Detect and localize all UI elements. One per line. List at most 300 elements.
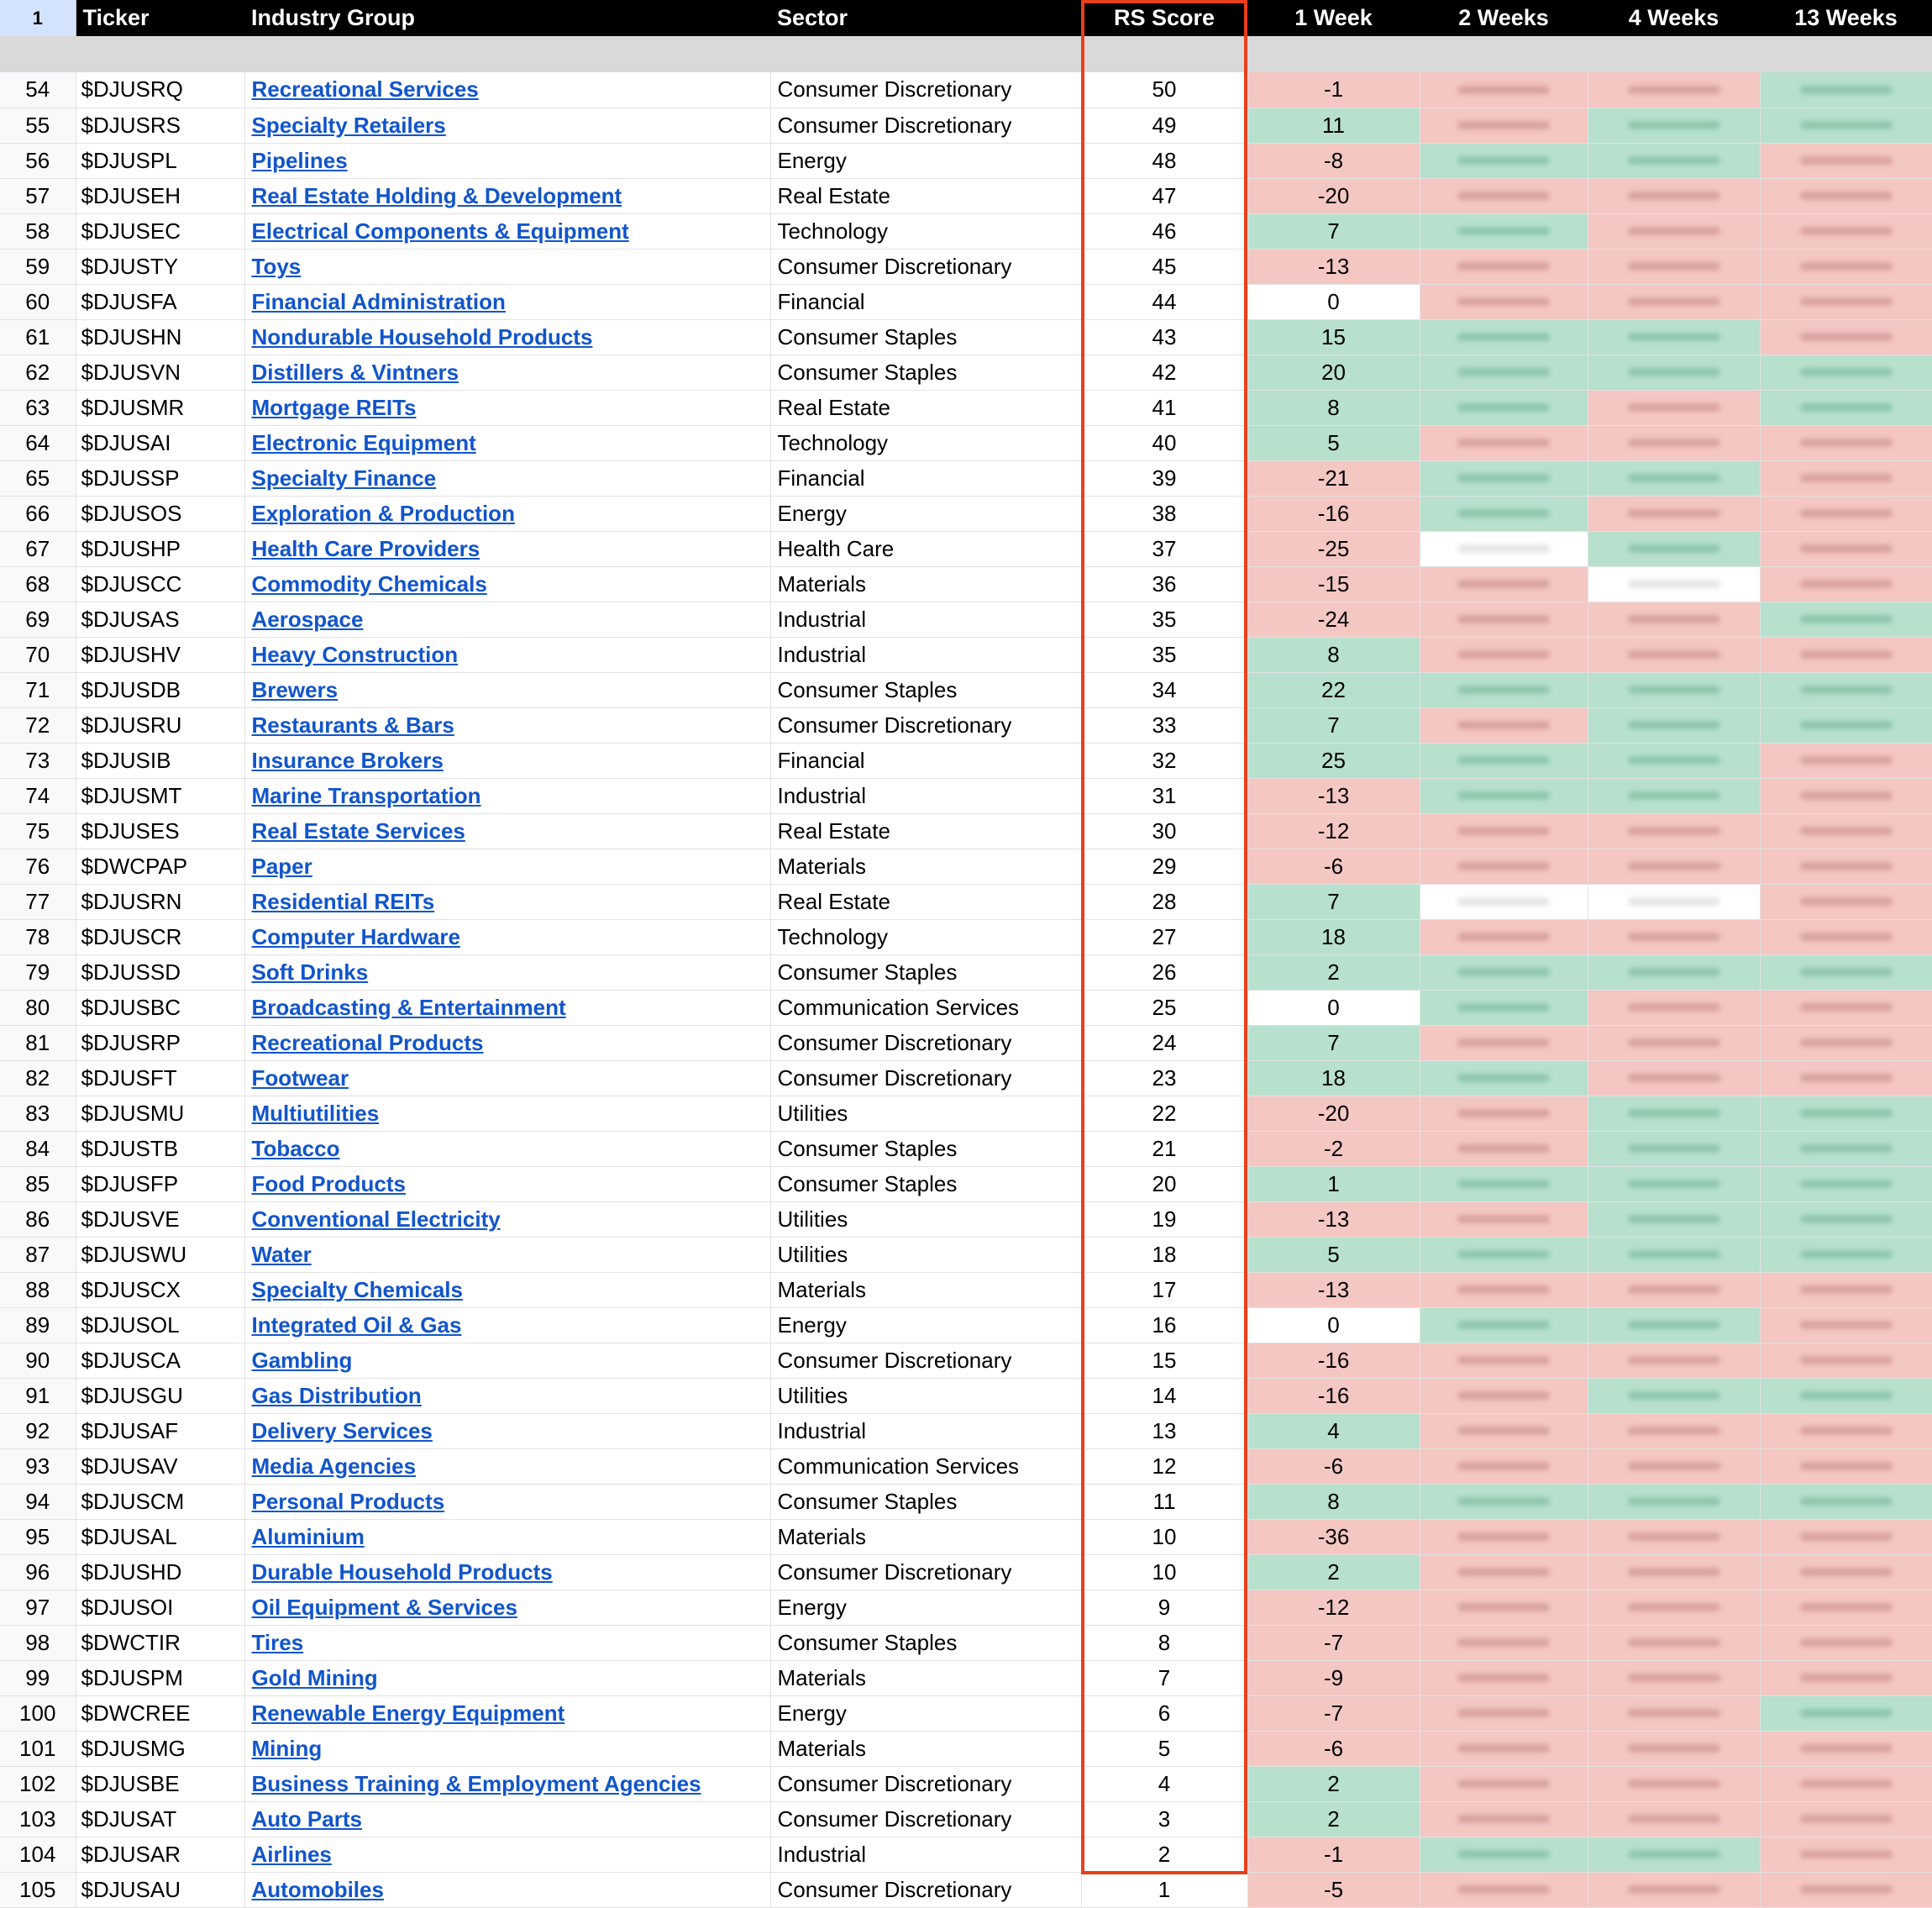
week-2-change-cell-obscured[interactable]: [1420, 602, 1588, 637]
sector-cell[interactable]: Financial: [770, 460, 1081, 496]
rs-score-cell[interactable]: 6: [1081, 1695, 1247, 1731]
row-number[interactable]: 84: [0, 1131, 76, 1166]
week-2-change-cell-obscured[interactable]: [1420, 1519, 1588, 1554]
ticker-cell[interactable]: $DJUSAL: [76, 1519, 244, 1554]
week-2-change-cell-obscured[interactable]: [1420, 954, 1588, 990]
week-13-change-cell-obscured[interactable]: [1760, 990, 1932, 1025]
ticker-cell[interactable]: $DWCPAP: [76, 849, 244, 884]
table-row[interactable]: [0, 1837, 1932, 1872]
table-row[interactable]: [0, 1378, 1932, 1413]
week-2-change-cell-obscured[interactable]: [1420, 990, 1588, 1025]
column-header-2-weeks[interactable]: 2 Weeks: [1420, 0, 1588, 36]
row-number[interactable]: 54: [0, 72, 76, 108]
sector-cell[interactable]: Utilities: [770, 1201, 1081, 1237]
ticker-cell[interactable]: $DJUSHN: [76, 319, 244, 355]
week-1-change-cell[interactable]: -6: [1247, 1448, 1420, 1484]
row-number[interactable]: 98: [0, 1625, 76, 1660]
table-row[interactable]: [0, 637, 1932, 672]
ticker-cell[interactable]: $DJUSMR: [76, 390, 244, 425]
table-row[interactable]: [0, 1343, 1932, 1378]
ticker-cell[interactable]: $DWCREE: [76, 1695, 244, 1731]
row-number[interactable]: 74: [0, 778, 76, 813]
industry-group-link[interactable]: Specialty Chemicals: [251, 1276, 463, 1302]
week-2-change-cell-obscured[interactable]: [1420, 1590, 1588, 1625]
industry-group-link[interactable]: Insurance Brokers: [251, 747, 444, 773]
sector-cell[interactable]: Communication Services: [770, 990, 1081, 1025]
row-number[interactable]: 62: [0, 355, 76, 390]
week-1-change-cell[interactable]: 7: [1247, 707, 1420, 743]
sector-cell[interactable]: Technology: [770, 425, 1081, 460]
week-4-change-cell-obscured[interactable]: [1588, 707, 1760, 743]
table-row[interactable]: [0, 355, 1932, 390]
industry-group-link[interactable]: Footwear: [251, 1064, 349, 1091]
week-2-change-cell-obscured[interactable]: [1420, 1237, 1588, 1272]
week-1-change-cell[interactable]: 18: [1247, 919, 1420, 954]
ticker-cell[interactable]: $DJUSOS: [76, 496, 244, 531]
sector-cell[interactable]: Industrial: [770, 602, 1081, 637]
ticker-cell[interactable]: $DJUSHD: [76, 1554, 244, 1590]
rs-score-cell[interactable]: 22: [1081, 1096, 1247, 1131]
week-4-change-cell-obscured[interactable]: [1588, 1025, 1760, 1060]
industry-group-link[interactable]: Mining: [251, 1735, 323, 1761]
industry-group-link[interactable]: Toys: [251, 253, 302, 279]
table-row[interactable]: [0, 496, 1932, 531]
industry-group-link[interactable]: Distillers & Vintners: [251, 359, 459, 385]
week-13-change-cell-obscured[interactable]: [1760, 355, 1932, 390]
week-4-change-cell-obscured[interactable]: [1588, 990, 1760, 1025]
industry-group-link[interactable]: Delivery Services: [251, 1417, 433, 1443]
rs-score-cell[interactable]: 11: [1081, 1484, 1247, 1519]
sector-cell[interactable]: Consumer Discretionary: [770, 1025, 1081, 1060]
week-2-change-cell-obscured[interactable]: [1420, 1554, 1588, 1590]
sector-cell[interactable]: Consumer Discretionary: [770, 1801, 1081, 1837]
sector-cell[interactable]: Energy: [770, 1307, 1081, 1343]
column-header-1-week[interactable]: 1 Week: [1247, 0, 1420, 36]
week-1-change-cell[interactable]: -36: [1247, 1519, 1420, 1554]
sector-cell[interactable]: Materials: [770, 849, 1081, 884]
industry-group-link[interactable]: Durable Household Products: [251, 1558, 553, 1585]
ticker-cell[interactable]: $DJUSRS: [76, 108, 244, 143]
ticker-cell[interactable]: $DJUSEC: [76, 213, 244, 249]
week-13-change-cell-obscured[interactable]: [1760, 1201, 1932, 1237]
industry-group-link[interactable]: Recreational Products: [251, 1029, 484, 1055]
row-number[interactable]: 56: [0, 143, 76, 178]
ticker-cell[interactable]: $DJUSES: [76, 813, 244, 849]
rs-score-cell[interactable]: 19: [1081, 1201, 1247, 1237]
week-1-change-cell[interactable]: -20: [1247, 1096, 1420, 1131]
row-number[interactable]: 57: [0, 178, 76, 213]
industry-group-link[interactable]: Media Agencies: [251, 1453, 417, 1479]
rs-score-cell[interactable]: 5: [1081, 1731, 1247, 1766]
week-13-change-cell-obscured[interactable]: [1760, 213, 1932, 249]
ticker-cell[interactable]: $DJUSCC: [76, 566, 244, 602]
week-1-change-cell[interactable]: 22: [1247, 672, 1420, 707]
ticker-cell[interactable]: $DJUSHP: [76, 531, 244, 566]
week-2-change-cell-obscured[interactable]: [1420, 1766, 1588, 1801]
week-4-change-cell-obscured[interactable]: [1588, 390, 1760, 425]
week-4-change-cell-obscured[interactable]: [1588, 1766, 1760, 1801]
industry-group-link[interactable]: Recreational Services: [251, 76, 479, 102]
week-4-change-cell-obscured[interactable]: [1588, 1060, 1760, 1096]
rs-score-cell[interactable]: 50: [1081, 72, 1247, 108]
ticker-cell[interactable]: $DJUSEH: [76, 178, 244, 213]
week-4-change-cell-obscured[interactable]: [1588, 1695, 1760, 1731]
week-2-change-cell-obscured[interactable]: [1420, 319, 1588, 355]
ticker-cell[interactable]: $DJUSSD: [76, 954, 244, 990]
week-2-change-cell-obscured[interactable]: [1420, 1660, 1588, 1695]
rs-score-cell[interactable]: 40: [1081, 425, 1247, 460]
week-13-change-cell-obscured[interactable]: [1760, 390, 1932, 425]
table-row[interactable]: [0, 1872, 1932, 1907]
week-4-change-cell-obscured[interactable]: [1588, 355, 1760, 390]
rs-score-cell[interactable]: 8: [1081, 1625, 1247, 1660]
table-row[interactable]: [0, 1519, 1932, 1554]
week-1-change-cell[interactable]: -7: [1247, 1625, 1420, 1660]
rs-score-cell[interactable]: 34: [1081, 672, 1247, 707]
week-13-change-cell-obscured[interactable]: [1760, 531, 1932, 566]
industry-group-link[interactable]: Broadcasting & Entertainment: [251, 994, 566, 1020]
ticker-cell[interactable]: $DJUSOL: [76, 1307, 244, 1343]
week-4-change-cell-obscured[interactable]: [1588, 1166, 1760, 1201]
week-1-change-cell[interactable]: -21: [1247, 460, 1420, 496]
rs-score-cell[interactable]: 2: [1081, 1837, 1247, 1872]
industry-group-link[interactable]: Auto Parts: [251, 1806, 362, 1832]
sector-cell[interactable]: Utilities: [770, 1237, 1081, 1272]
sector-cell[interactable]: Real Estate: [770, 390, 1081, 425]
row-number[interactable]: 77: [0, 884, 76, 919]
week-2-change-cell-obscured[interactable]: [1420, 460, 1588, 496]
ticker-cell[interactable]: $DJUSDB: [76, 672, 244, 707]
week-4-change-cell-obscured[interactable]: [1588, 143, 1760, 178]
table-row[interactable]: [0, 743, 1932, 778]
rs-score-cell[interactable]: 27: [1081, 919, 1247, 954]
week-13-change-cell-obscured[interactable]: [1760, 1413, 1932, 1448]
ticker-cell[interactable]: $DJUSRN: [76, 884, 244, 919]
ticker-cell[interactable]: $DJUSOI: [76, 1590, 244, 1625]
ticker-cell[interactable]: $DJUSAV: [76, 1448, 244, 1484]
week-4-change-cell-obscured[interactable]: [1588, 460, 1760, 496]
rs-score-cell[interactable]: 28: [1081, 884, 1247, 919]
week-13-change-cell-obscured[interactable]: [1760, 1378, 1932, 1413]
industry-group-link[interactable]: Electrical Components & Equipment: [251, 218, 629, 244]
week-1-change-cell[interactable]: 0: [1247, 990, 1420, 1025]
week-4-change-cell-obscured[interactable]: [1588, 1519, 1760, 1554]
week-13-change-cell-obscured[interactable]: [1760, 778, 1932, 813]
sector-cell[interactable]: Consumer Staples: [770, 355, 1081, 390]
week-4-change-cell-obscured[interactable]: [1588, 1131, 1760, 1166]
ticker-cell[interactable]: $DJUSFP: [76, 1166, 244, 1201]
sector-cell[interactable]: Consumer Discretionary: [770, 1343, 1081, 1378]
week-2-change-cell-obscured[interactable]: [1420, 1378, 1588, 1413]
week-4-change-cell-obscured[interactable]: [1588, 1201, 1760, 1237]
table-row[interactable]: [0, 531, 1932, 566]
week-13-change-cell-obscured[interactable]: [1760, 637, 1932, 672]
week-4-change-cell-obscured[interactable]: [1588, 1590, 1760, 1625]
industry-group-link[interactable]: Real Estate Holding & Development: [251, 182, 622, 208]
industry-group-link[interactable]: Marine Transportation: [251, 782, 481, 808]
rs-score-cell[interactable]: 14: [1081, 1378, 1247, 1413]
sector-cell[interactable]: Consumer Discretionary: [770, 1766, 1081, 1801]
week-2-change-cell-obscured[interactable]: [1420, 743, 1588, 778]
week-1-change-cell[interactable]: 20: [1247, 355, 1420, 390]
week-13-change-cell-obscured[interactable]: [1760, 425, 1932, 460]
week-4-change-cell-obscured[interactable]: [1588, 1307, 1760, 1343]
week-13-change-cell-obscured[interactable]: [1760, 1060, 1932, 1096]
sector-cell[interactable]: Industrial: [770, 1413, 1081, 1448]
week-13-change-cell-obscured[interactable]: [1760, 284, 1932, 319]
row-number[interactable]: 100: [0, 1695, 76, 1731]
row-number[interactable]: 92: [0, 1413, 76, 1448]
ticker-cell[interactable]: $DJUSMT: [76, 778, 244, 813]
row-number[interactable]: 95: [0, 1519, 76, 1554]
week-13-change-cell-obscured[interactable]: [1760, 849, 1932, 884]
week-13-change-cell-obscured[interactable]: [1760, 1484, 1932, 1519]
industry-group-link[interactable]: Exploration & Production: [251, 500, 515, 526]
rs-score-cell[interactable]: 25: [1081, 990, 1247, 1025]
week-13-change-cell-obscured[interactable]: [1760, 884, 1932, 919]
week-2-change-cell-obscured[interactable]: [1420, 849, 1588, 884]
week-4-change-cell-obscured[interactable]: [1588, 72, 1760, 108]
week-1-change-cell[interactable]: 2: [1247, 1554, 1420, 1590]
week-1-change-cell[interactable]: -9: [1247, 1660, 1420, 1695]
table-row[interactable]: [0, 1660, 1932, 1695]
ticker-cell[interactable]: $DJUSGU: [76, 1378, 244, 1413]
sector-cell[interactable]: Financial: [770, 284, 1081, 319]
row-number[interactable]: 83: [0, 1096, 76, 1131]
week-13-change-cell-obscured[interactable]: [1760, 1695, 1932, 1731]
sector-cell[interactable]: Consumer Staples: [770, 672, 1081, 707]
week-2-change-cell-obscured[interactable]: [1420, 707, 1588, 743]
column-header-sector[interactable]: Sector: [770, 0, 1081, 36]
table-row[interactable]: [0, 954, 1932, 990]
sector-cell[interactable]: Real Estate: [770, 813, 1081, 849]
week-4-change-cell-obscured[interactable]: [1588, 849, 1760, 884]
industry-group-link[interactable]: Integrated Oil & Gas: [251, 1311, 462, 1338]
table-row[interactable]: [0, 249, 1932, 284]
week-13-change-cell-obscured[interactable]: [1760, 707, 1932, 743]
row-number[interactable]: 64: [0, 425, 76, 460]
table-row[interactable]: [0, 1307, 1932, 1343]
sector-cell[interactable]: Energy: [770, 143, 1081, 178]
rs-score-cell[interactable]: 43: [1081, 319, 1247, 355]
table-row[interactable]: [0, 1590, 1932, 1625]
rs-score-cell[interactable]: 26: [1081, 954, 1247, 990]
week-2-change-cell-obscured[interactable]: [1420, 72, 1588, 108]
week-2-change-cell-obscured[interactable]: [1420, 355, 1588, 390]
rs-score-cell[interactable]: 41: [1081, 390, 1247, 425]
sector-cell[interactable]: Materials: [770, 1731, 1081, 1766]
rs-score-cell[interactable]: 18: [1081, 1237, 1247, 1272]
column-header-rs-score[interactable]: RS Score: [1081, 0, 1247, 36]
table-row[interactable]: [0, 284, 1932, 319]
week-1-change-cell[interactable]: -13: [1247, 1272, 1420, 1307]
table-row[interactable]: [0, 1554, 1932, 1590]
table-row[interactable]: [0, 143, 1932, 178]
week-13-change-cell-obscured[interactable]: [1760, 602, 1932, 637]
industry-group-link[interactable]: Oil Equipment & Services: [251, 1594, 517, 1620]
rs-score-cell[interactable]: 35: [1081, 602, 1247, 637]
week-2-change-cell-obscured[interactable]: [1420, 1025, 1588, 1060]
rs-score-cell[interactable]: 30: [1081, 813, 1247, 849]
week-4-change-cell-obscured[interactable]: [1588, 213, 1760, 249]
rs-score-cell[interactable]: 46: [1081, 213, 1247, 249]
rs-score-cell[interactable]: 13: [1081, 1413, 1247, 1448]
week-1-change-cell[interactable]: -20: [1247, 178, 1420, 213]
table-row[interactable]: [0, 1484, 1932, 1519]
sector-cell[interactable]: Energy: [770, 1590, 1081, 1625]
sector-cell[interactable]: Technology: [770, 213, 1081, 249]
week-4-change-cell-obscured[interactable]: [1588, 496, 1760, 531]
row-number[interactable]: 72: [0, 707, 76, 743]
industry-group-link[interactable]: Real Estate Services: [251, 817, 465, 844]
table-row[interactable]: [0, 884, 1932, 919]
sector-cell[interactable]: Industrial: [770, 778, 1081, 813]
ticker-cell[interactable]: $DJUSBC: [76, 990, 244, 1025]
table-row[interactable]: [0, 108, 1932, 143]
rs-score-cell[interactable]: 4: [1081, 1766, 1247, 1801]
industry-group-link[interactable]: Restaurants & Bars: [251, 712, 454, 738]
rs-score-cell[interactable]: 23: [1081, 1060, 1247, 1096]
week-1-change-cell[interactable]: 8: [1247, 390, 1420, 425]
week-13-change-cell-obscured[interactable]: [1760, 1166, 1932, 1201]
ticker-cell[interactable]: $DJUSPM: [76, 1660, 244, 1695]
week-1-change-cell[interactable]: 5: [1247, 1237, 1420, 1272]
table-row[interactable]: [0, 1625, 1932, 1660]
ticker-cell[interactable]: $DJUSAS: [76, 602, 244, 637]
rs-score-cell[interactable]: 42: [1081, 355, 1247, 390]
week-13-change-cell-obscured[interactable]: [1760, 1025, 1932, 1060]
sector-cell[interactable]: Materials: [770, 1660, 1081, 1695]
week-13-change-cell-obscured[interactable]: [1760, 1519, 1932, 1554]
table-row[interactable]: [0, 1166, 1932, 1201]
industry-group-link[interactable]: Renewable Energy Equipment: [251, 1700, 565, 1726]
week-1-change-cell[interactable]: -1: [1247, 1837, 1420, 1872]
ticker-cell[interactable]: $DJUSHV: [76, 637, 244, 672]
rs-score-cell[interactable]: 20: [1081, 1166, 1247, 1201]
industry-group-link[interactable]: Aerospace: [251, 606, 364, 632]
row-number[interactable]: 78: [0, 919, 76, 954]
ticker-cell[interactable]: $DJUSIB: [76, 743, 244, 778]
week-1-change-cell[interactable]: -6: [1247, 849, 1420, 884]
row-number[interactable]: 65: [0, 460, 76, 496]
week-13-change-cell-obscured[interactable]: [1760, 1590, 1932, 1625]
week-2-change-cell-obscured[interactable]: [1420, 919, 1588, 954]
table-row[interactable]: [0, 813, 1932, 849]
ticker-cell[interactable]: $DJUSVN: [76, 355, 244, 390]
ticker-cell[interactable]: $DJUSWU: [76, 1237, 244, 1272]
row-number[interactable]: 97: [0, 1590, 76, 1625]
industry-group-link[interactable]: Tires: [251, 1629, 304, 1655]
industry-group-link[interactable]: Multiutilities: [251, 1100, 380, 1126]
table-row[interactable]: [0, 990, 1932, 1025]
week-4-change-cell-obscured[interactable]: [1588, 813, 1760, 849]
table-row[interactable]: [0, 1025, 1932, 1060]
table-row[interactable]: [0, 672, 1932, 707]
sector-cell[interactable]: Technology: [770, 919, 1081, 954]
table-row[interactable]: [0, 1096, 1932, 1131]
week-4-change-cell-obscured[interactable]: [1588, 1237, 1760, 1272]
rs-score-cell[interactable]: 12: [1081, 1448, 1247, 1484]
row-number[interactable]: 103: [0, 1801, 76, 1837]
industry-group-link[interactable]: Food Products: [251, 1170, 406, 1196]
industry-group-link[interactable]: Residential REITs: [251, 888, 435, 914]
week-13-change-cell-obscured[interactable]: [1760, 108, 1932, 143]
table-row[interactable]: [0, 1131, 1932, 1166]
table-row[interactable]: [0, 849, 1932, 884]
table-row[interactable]: [0, 425, 1932, 460]
week-13-change-cell-obscured[interactable]: [1760, 1448, 1932, 1484]
industry-group-link[interactable]: Soft Drinks: [251, 959, 369, 985]
week-2-change-cell-obscured[interactable]: [1420, 531, 1588, 566]
sector-cell[interactable]: Consumer Staples: [770, 1625, 1081, 1660]
week-4-change-cell-obscured[interactable]: [1588, 284, 1760, 319]
week-4-change-cell-obscured[interactable]: [1588, 249, 1760, 284]
rs-score-cell[interactable]: 32: [1081, 743, 1247, 778]
week-4-change-cell-obscured[interactable]: [1588, 919, 1760, 954]
row-number[interactable]: 80: [0, 990, 76, 1025]
week-4-change-cell-obscured[interactable]: [1588, 108, 1760, 143]
week-2-change-cell-obscured[interactable]: [1420, 390, 1588, 425]
rs-score-cell[interactable]: 16: [1081, 1307, 1247, 1343]
sector-cell[interactable]: Consumer Discretionary: [770, 249, 1081, 284]
week-4-change-cell-obscured[interactable]: [1588, 1272, 1760, 1307]
week-13-change-cell-obscured[interactable]: [1760, 1731, 1932, 1766]
week-4-change-cell-obscured[interactable]: [1588, 1554, 1760, 1590]
sector-cell[interactable]: Consumer Staples: [770, 1484, 1081, 1519]
sector-cell[interactable]: Communication Services: [770, 1448, 1081, 1484]
week-2-change-cell-obscured[interactable]: [1420, 143, 1588, 178]
week-13-change-cell-obscured[interactable]: [1760, 1343, 1932, 1378]
row-number[interactable]: 94: [0, 1484, 76, 1519]
row-number[interactable]: 86: [0, 1201, 76, 1237]
row-number[interactable]: 61: [0, 319, 76, 355]
row-number[interactable]: 66: [0, 496, 76, 531]
sector-cell[interactable]: Materials: [770, 1519, 1081, 1554]
sector-cell[interactable]: Energy: [770, 496, 1081, 531]
week-1-change-cell[interactable]: 2: [1247, 954, 1420, 990]
week-1-change-cell[interactable]: 11: [1247, 108, 1420, 143]
sector-cell[interactable]: Consumer Discretionary: [770, 707, 1081, 743]
week-13-change-cell-obscured[interactable]: [1760, 1096, 1932, 1131]
column-header-ticker[interactable]: Ticker: [76, 0, 244, 36]
week-4-change-cell-obscured[interactable]: [1588, 672, 1760, 707]
week-4-change-cell-obscured[interactable]: [1588, 425, 1760, 460]
table-row[interactable]: [0, 566, 1932, 602]
industry-group-link[interactable]: Water: [251, 1241, 312, 1267]
rs-score-cell[interactable]: 10: [1081, 1519, 1247, 1554]
industry-group-link[interactable]: Conventional Electricity: [251, 1206, 501, 1232]
sector-cell[interactable]: Industrial: [770, 1837, 1081, 1872]
rs-score-cell[interactable]: 15: [1081, 1343, 1247, 1378]
rs-score-cell[interactable]: 1: [1081, 1872, 1247, 1907]
week-13-change-cell-obscured[interactable]: [1760, 1307, 1932, 1343]
sector-cell[interactable]: Materials: [770, 566, 1081, 602]
week-1-change-cell[interactable]: -7: [1247, 1695, 1420, 1731]
week-1-change-cell[interactable]: -6: [1247, 1731, 1420, 1766]
table-row[interactable]: [0, 1237, 1932, 1272]
row-number[interactable]: 75: [0, 813, 76, 849]
week-2-change-cell-obscured[interactable]: [1420, 108, 1588, 143]
row-number[interactable]: 81: [0, 1025, 76, 1060]
week-13-change-cell-obscured[interactable]: [1760, 743, 1932, 778]
sector-cell[interactable]: Consumer Discretionary: [770, 1872, 1081, 1907]
week-1-change-cell[interactable]: 0: [1247, 1307, 1420, 1343]
table-row[interactable]: [0, 778, 1932, 813]
table-row[interactable]: [0, 1413, 1932, 1448]
week-2-change-cell-obscured[interactable]: [1420, 672, 1588, 707]
week-4-change-cell-obscured[interactable]: [1588, 602, 1760, 637]
table-row[interactable]: [0, 1766, 1932, 1801]
